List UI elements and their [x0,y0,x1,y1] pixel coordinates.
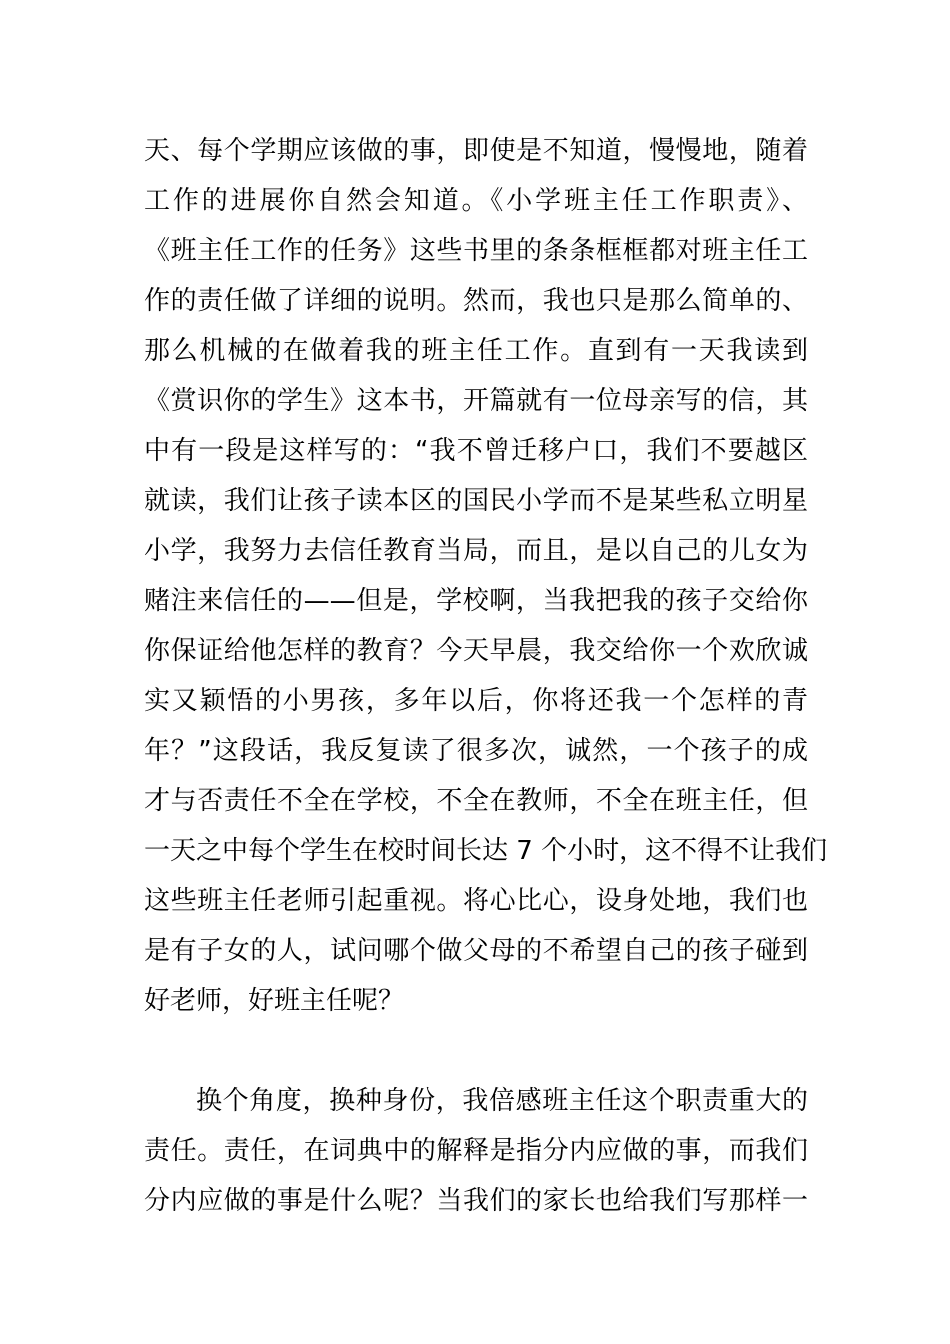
text-line: 是有子女的人，试问哪个做父母的不希望自己的孩子碰到 [144,936,808,966]
text-line: 《班主任工作的任务》这些书里的条条框框都对班主任工 [144,236,808,266]
text-line: 实又颖悟的小男孩，多年以后，你将还我一个怎样的青 [144,686,808,716]
text-line: 中有一段是这样写的：“我不曾迁移户口，我们不要越区 [144,436,808,466]
text-line: 换个角度，换种身份，我倍感班主任这个职责重大的 [196,1086,808,1116]
text-line: 就读，我们让孩子读本区的国民小学而不是某些私立明星 [144,486,808,516]
text-line: 作的责任做了详细的说明。然而，我也只是那么简单的、 [144,286,808,316]
text-line: 一天之中每个学生在校时间长达 7 个小时，这不得不让我们 [144,836,828,866]
text-line: 才与否责任不全在学校，不全在教师，不全在班主任，但 [144,786,808,816]
text-line: 《赏识你的学生》这本书，开篇就有一位母亲写的信，其 [144,386,808,416]
text-line: 工作的进展你自然会知道。《小学班主任工作职责》、 [144,186,808,216]
text-line: 赌注来信任的——但是，学校啊，当我把我的孩子交给你 [144,586,808,616]
text-line: 分内应做的事是什么呢？当我们的家长也给我们写那样一 [144,1186,808,1216]
text-line: 好老师，好班主任呢？ [144,986,405,1016]
text-line: 责任。责任，在词典中的解释是指分内应做的事，而我们 [144,1136,808,1166]
text-line: 这些班主任老师引起重视。将心比心，设身处地，我们也 [144,886,808,916]
text-line: 小学，我努力去信任教育当局，而且，是以自己的儿女为 [144,536,808,566]
text-line: 年？”这段话，我反复读了很多次，诚然，一个孩子的成 [144,736,808,766]
text-line: 那么机械的在做着我的班主任工作。直到有一天我读到 [144,336,808,366]
text-line: 你保证给他怎样的教育？今天早晨，我交给你一个欢欣诚 [144,636,808,666]
text-line: 天、每个学期应该做的事，即使是不知道，慢慢地，随着 [144,136,808,166]
